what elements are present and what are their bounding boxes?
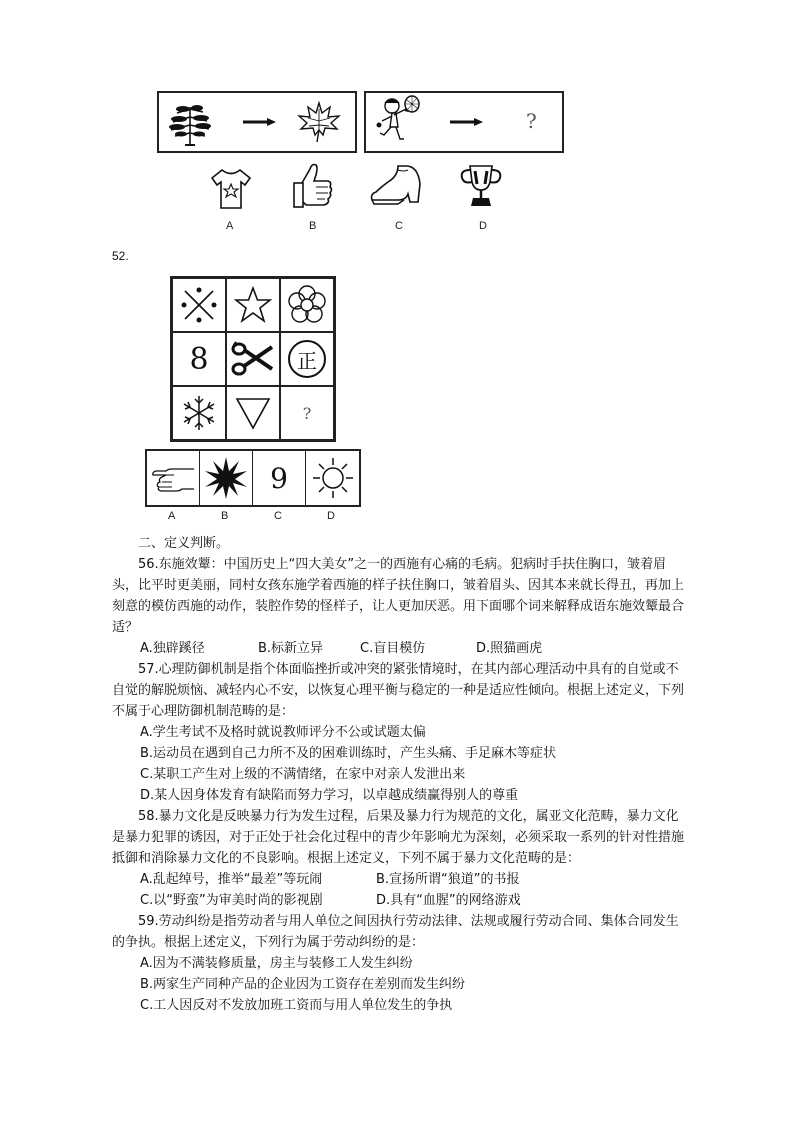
grid-cell — [172, 332, 226, 386]
option-a — [147, 451, 200, 505]
high-heel-shoe-icon — [368, 162, 424, 208]
option-a[interactable]: A.学生考试不及格时就说教师评分不公或试题太偏 — [140, 725, 426, 740]
text-section — [112, 533, 684, 1016]
option-label-d: D — [327, 510, 335, 522]
grid-cell — [172, 386, 226, 440]
maple-leaf-icon — [297, 101, 341, 143]
question-58-options-row2 — [112, 890, 684, 911]
question-number-52: 52. — [112, 249, 129, 263]
circle-character-text: 正 — [297, 348, 317, 373]
option-d[interactable]: D.照猫画虎 — [476, 641, 543, 656]
arrow-icon — [243, 117, 277, 127]
question-57-stem: 57.心理防御机制是指个体面临挫折或冲突的紧张情境时，在其内部心理活动中具有的自觉或不自觉的解脱烦恼、减轻内心不安，以恢复心理平衡与稳定的一种是适应性倾向。根据上述定义，下列不属于心理防御机制范畴的是： — [112, 662, 685, 719]
option-label-b: B — [309, 220, 317, 232]
grid-cell — [280, 278, 334, 332]
option-b[interactable]: B.运动员在遇到自己力所不及的困难训练时，产生头痛、手足麻木等症状 — [140, 746, 557, 761]
option-label-c: C — [274, 510, 282, 522]
flower-icon — [286, 284, 328, 326]
question-58-stem: 58.暴力文化是反映暴力行为发生过程，后果及暴力行为规范的文化，属亚文化范畴，暴力文化是暴力犯罪的诱因，对于正处于社会化过程中的青少年影响尤为深刻，必须采取一系列的针对性措施抵御和消除暴力文化的不良影响。根据上述定义，下列不属于暴力文化范畴的是： — [112, 809, 685, 866]
grid-cell — [280, 386, 334, 440]
inverted-triangle-icon — [233, 395, 273, 431]
option-c[interactable]: C.以“野蛮”为审美时尚的影视剧 — [140, 893, 323, 908]
trophy-icon — [456, 162, 506, 212]
analogy-panel-right — [364, 91, 564, 153]
option-c — [253, 451, 306, 505]
option-label-b: B — [221, 510, 229, 522]
scissors-icon — [230, 339, 276, 379]
snowflake-icon — [180, 394, 218, 432]
option-b[interactable]: B.标新立异 — [258, 641, 324, 656]
tshirt-icon — [208, 166, 254, 212]
analogy-panel-left — [157, 91, 357, 153]
option-d[interactable]: D.某人因身体发育有缺陷而努力学习，以卓越成绩赢得别人的尊重 — [140, 788, 519, 803]
option-label-d: D — [479, 220, 487, 232]
question-mark: ? — [526, 109, 537, 133]
option-label-c: C — [395, 220, 403, 232]
digit-eight: 8 — [189, 341, 209, 377]
grid-cell — [226, 278, 280, 332]
grid-cell — [280, 332, 334, 386]
star-icon — [233, 285, 273, 325]
option-d[interactable]: D.具有“血腥”的网络游戏 — [376, 893, 521, 908]
question-mark: ? — [302, 403, 312, 423]
arrow-icon — [450, 117, 484, 127]
grid-cell — [172, 278, 226, 332]
option-b[interactable]: B.宣扬所谓“狼道”的书报 — [376, 872, 520, 887]
pine-tree-icon — [165, 97, 215, 147]
option-a[interactable]: A.独辟蹊径 — [140, 641, 205, 656]
grid-cell — [226, 332, 280, 386]
dots-x-symbol-icon — [179, 285, 219, 325]
option-label-a: A — [226, 220, 234, 232]
tennis-child-icon — [370, 95, 426, 149]
digit-nine: 9 — [270, 461, 288, 495]
option-d — [306, 451, 359, 505]
option-a[interactable]: A.乱起绰号，推举“最差”等玩闹 — [140, 872, 323, 887]
pointing-hand-icon — [150, 463, 196, 493]
grid-cell — [226, 386, 280, 440]
starburst-icon — [204, 456, 248, 500]
options-row — [145, 449, 361, 507]
question-58-options-row1 — [112, 869, 684, 890]
pattern-grid — [170, 276, 336, 442]
section-heading: 二、定义判断。 — [138, 536, 230, 551]
option-label-a: A — [168, 510, 176, 522]
question-56-options — [112, 638, 684, 659]
question-56-stem: 56.东施效颦：中国历史上“四大美女”之一的西施有心痛的毛病。犯病时手扶住胸口，皱着眉头，比平时更美丽，同村女孩东施学着西施的样子扶住胸口，皱着眉头、因其本来就长得丑，再加上刻意的模仿西施的动作，装腔作势的怪样子，让人更加厌恶。用下面哪个词来解释成语东施效颦最合适？ — [112, 557, 685, 635]
circled-character — [288, 340, 326, 378]
option-b[interactable]: B.两家生产同种产品的企业因为工资存在差别而发生纠纷 — [140, 977, 466, 992]
option-c[interactable]: C.工人因反对不发放加班工资而与用人单位发生的争执 — [140, 998, 453, 1013]
option-c[interactable]: C.某职工产生对上级的不满情绪，在家中对亲人发泄出来 — [140, 767, 466, 782]
thumbs-up-icon — [290, 161, 336, 211]
option-c[interactable]: C.盲目模仿 — [360, 641, 426, 656]
option-a[interactable]: A.因为不满装修质量，房主与装修工人发生纠纷 — [140, 956, 413, 971]
option-b — [200, 451, 253, 505]
question-59-stem: 59.劳动纠纷是指劳动者与用人单位之间因执行劳动法律、法规或履行劳动合同、集体合同发生的争执。根据上述定义，下列行为属于劳动纠纷的是： — [112, 914, 679, 950]
sun-icon — [311, 456, 355, 500]
